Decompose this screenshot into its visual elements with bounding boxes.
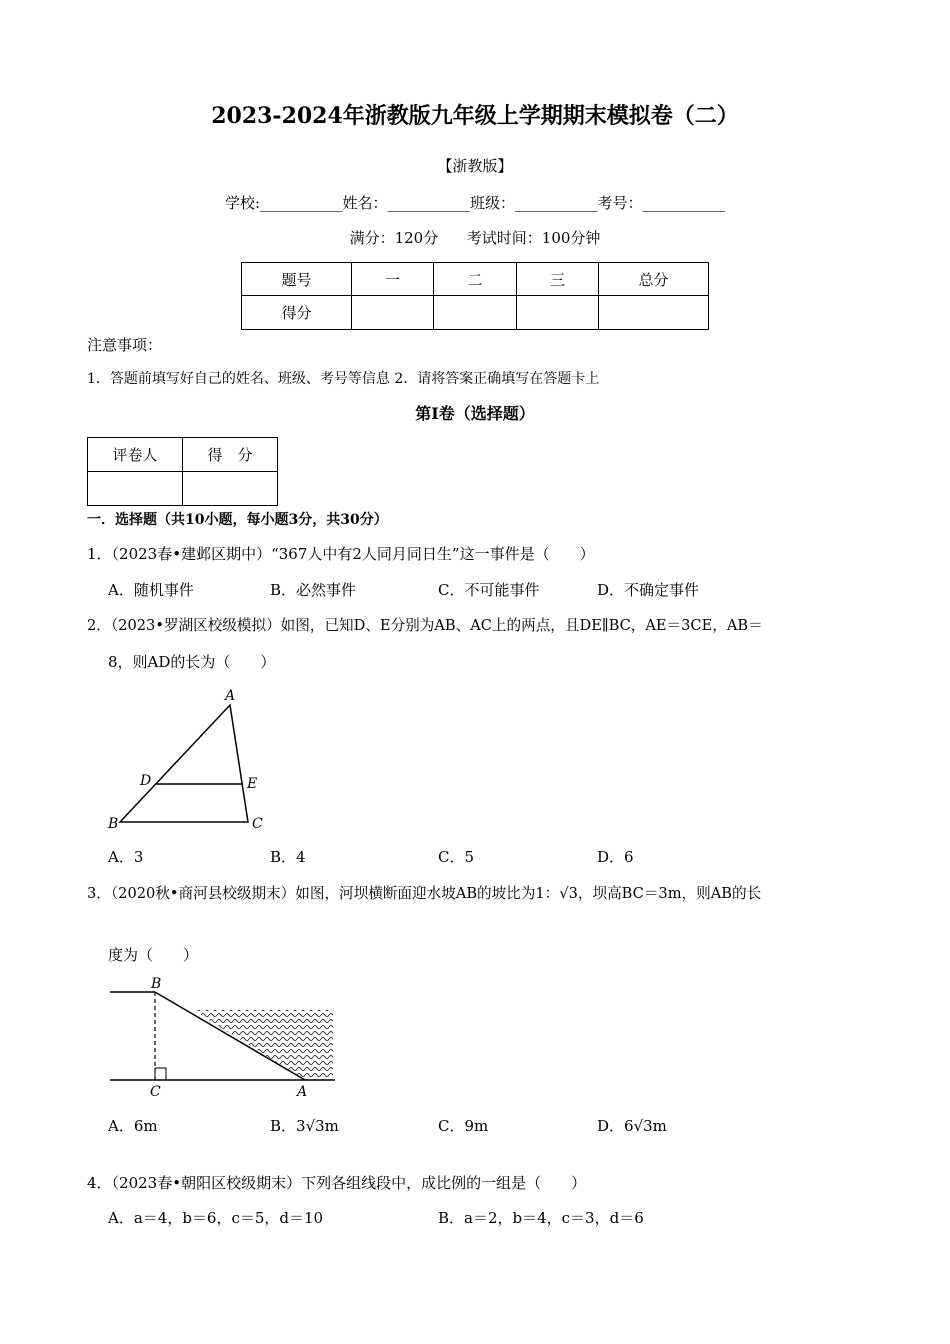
- label-a: A: [297, 1084, 308, 1100]
- label-c: C: [252, 816, 263, 832]
- section-heading: 一．选择题（共10小题，每小题3分，共30分）: [87, 512, 388, 528]
- option-a: A．a＝4，b＝6，c＝5，d＝10: [108, 1209, 324, 1227]
- notice-title: 注意事项：: [87, 336, 163, 354]
- option-b: B．必然事件: [270, 581, 357, 599]
- grader-table: [87, 437, 278, 506]
- question-2-text: 2．（2023•罗湖区校级模拟）如图，已知D、E分别为AB、AC上的两点，且DE∥BC，AE＝3CE，AB＝: [87, 617, 763, 634]
- option-a: A．随机事件: [108, 581, 194, 599]
- label-e: E: [247, 776, 258, 792]
- grader-cell[interactable]: [88, 472, 183, 506]
- label-a: A: [225, 688, 236, 704]
- score-cell[interactable]: [352, 296, 434, 330]
- triangle-abc: [120, 705, 248, 822]
- score-cell[interactable]: [434, 296, 517, 330]
- option-a: A．6m: [108, 1117, 158, 1135]
- label-b: B: [108, 816, 119, 832]
- option-b: B．4: [270, 848, 306, 866]
- score-cell[interactable]: [517, 296, 599, 330]
- triangle-figure: [100, 680, 280, 840]
- dam-figure: [105, 970, 345, 1100]
- option-d: D．6√3m: [597, 1117, 667, 1135]
- header-cell: 总分: [599, 263, 709, 296]
- student-info-line: 学校:___________姓名：___________班级：___________考号：___________: [224, 194, 726, 212]
- header-cell: 二: [434, 263, 517, 296]
- option-d: D．6: [597, 848, 634, 866]
- edition-label: 【浙教版】: [437, 157, 513, 175]
- score-table: [241, 262, 709, 330]
- option-b: B．a＝2，b＝4，c＝3，d＝6: [438, 1209, 644, 1227]
- page-title: 2023-2024年浙教版九年级上学期期末模拟卷（二）: [211, 103, 739, 129]
- right-angle-mark: [155, 1068, 166, 1080]
- score-cell[interactable]: [599, 296, 709, 330]
- score-header: 得 分: [183, 438, 278, 472]
- notice-item: 1．答题前填写好自己的姓名、班级、考号等信息 2．请将答案正确填写在答题卡上: [87, 371, 600, 387]
- question-3-text-cont: 度为（ ）: [108, 946, 199, 964]
- header-cell: 三: [517, 263, 599, 296]
- score-time: 满分：120分 考试时间：100分钟: [349, 229, 601, 247]
- question-2-text-cont: 8，则AD的长为（ ）: [108, 653, 276, 671]
- option-d: D．不确定事件: [597, 581, 700, 599]
- label-b: B: [151, 976, 162, 992]
- option-b: B．3√3m: [270, 1117, 339, 1135]
- label-c: C: [150, 1084, 161, 1100]
- question-3-text: 3．（2020秋•商河县校级期末）如图，河坝横断面迎水坡AB的坡比为1：√3，坝高BC＝3m，则AB的长: [87, 885, 762, 902]
- option-c: C．9m: [438, 1117, 489, 1135]
- header-cell: 题号: [242, 263, 352, 296]
- option-c: C．不可能事件: [438, 581, 540, 599]
- header-cell: 一: [352, 263, 434, 296]
- question-4-text: 4．（2023春•朝阳区校级期末）下列各组线段中，成比例的一组是（ ）: [87, 1174, 587, 1192]
- row-label: 得分: [242, 296, 352, 330]
- option-c: C．5: [438, 848, 475, 866]
- label-d: D: [140, 773, 152, 789]
- question-1-text: 1．（2023春•建邺区期中）“367人中有2人同月同日生”这一事件是（ ）: [87, 545, 595, 563]
- water-area: [193, 1010, 333, 1080]
- part-title: 第Ⅰ卷（选择题）: [415, 404, 535, 423]
- option-a: A．3: [108, 848, 144, 866]
- grader-header: 评卷人: [88, 438, 183, 472]
- score-cell[interactable]: [183, 472, 278, 506]
